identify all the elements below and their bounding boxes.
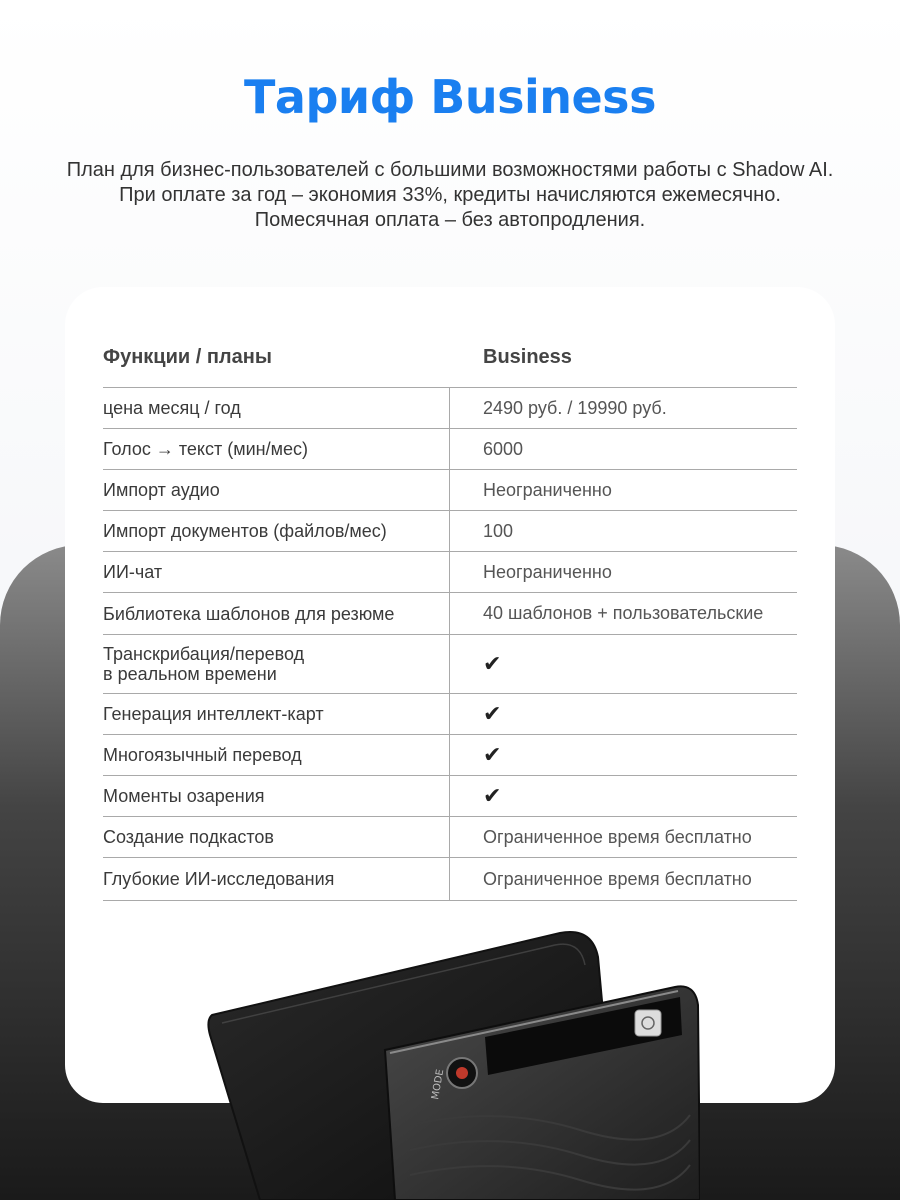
row-value: Ограниченное время бесплатно xyxy=(483,826,752,847)
table-row xyxy=(103,858,797,901)
table-row xyxy=(103,511,797,552)
header-plan: Business xyxy=(483,345,572,368)
row-value: Ограниченное время бесплатно xyxy=(483,868,752,889)
row-value: 2490 руб. / 19990 руб. xyxy=(483,397,667,418)
row-feature: Импорт документов (файлов/мес) xyxy=(103,511,450,551)
check-icon: ✔ xyxy=(483,742,502,767)
header-feature: Функции / планы xyxy=(103,346,272,368)
row-feature: Генерация интеллект-карт xyxy=(103,694,450,734)
row-feature: Транскрибация/перевод в реальном времени xyxy=(103,635,450,693)
check-icon: ✔ xyxy=(483,701,502,726)
row-feature: Многоязычный перевод xyxy=(103,735,450,775)
check-icon: ✔ xyxy=(483,783,502,808)
table-row xyxy=(103,694,797,735)
row-value: 40 шаблонов + пользовательские xyxy=(483,603,764,623)
row-feature: Библиотека шаблонов для резюме xyxy=(103,593,450,634)
row-value: 100 xyxy=(483,520,514,541)
table-row xyxy=(103,552,797,593)
row-value: 6000 xyxy=(483,438,524,459)
table-row xyxy=(103,635,797,694)
row-feature: Глубокие ИИ-исследования xyxy=(103,858,450,900)
row-feature: ИИ-чат xyxy=(103,552,450,592)
recorder-device-image xyxy=(200,925,700,1200)
power-button-icon xyxy=(635,1010,661,1036)
check-icon: ✔ xyxy=(483,651,502,676)
row-feature: Создание подкастов xyxy=(103,817,450,857)
features-table xyxy=(103,327,797,901)
table-row xyxy=(103,429,797,470)
mode-label: MODE xyxy=(430,1068,447,1101)
row-feature: Моменты озарения xyxy=(103,776,450,816)
row-feature: Голос → текст (мин/мес) xyxy=(103,429,450,469)
table-row xyxy=(103,388,797,429)
page-subtitle: План для бизнес-пользователей с большими возможностями работы с Shadow AI. При оплате за год – экономия 33%, кредиты начисляются ежемесячно. Помесячная оплата – без автопродления. xyxy=(66,159,834,231)
row-value: Неограниченно xyxy=(483,479,612,500)
table-header xyxy=(103,327,797,388)
page-title: Тариф Business xyxy=(244,70,656,124)
table-row xyxy=(103,735,797,776)
row-value: Неограниченно xyxy=(483,561,612,582)
table-row xyxy=(103,593,797,635)
table-row xyxy=(103,470,797,511)
table-row xyxy=(103,776,797,817)
row-feature: цена месяц / год xyxy=(103,388,450,428)
table-row xyxy=(103,817,797,858)
row-feature: Импорт аудио xyxy=(103,470,450,510)
